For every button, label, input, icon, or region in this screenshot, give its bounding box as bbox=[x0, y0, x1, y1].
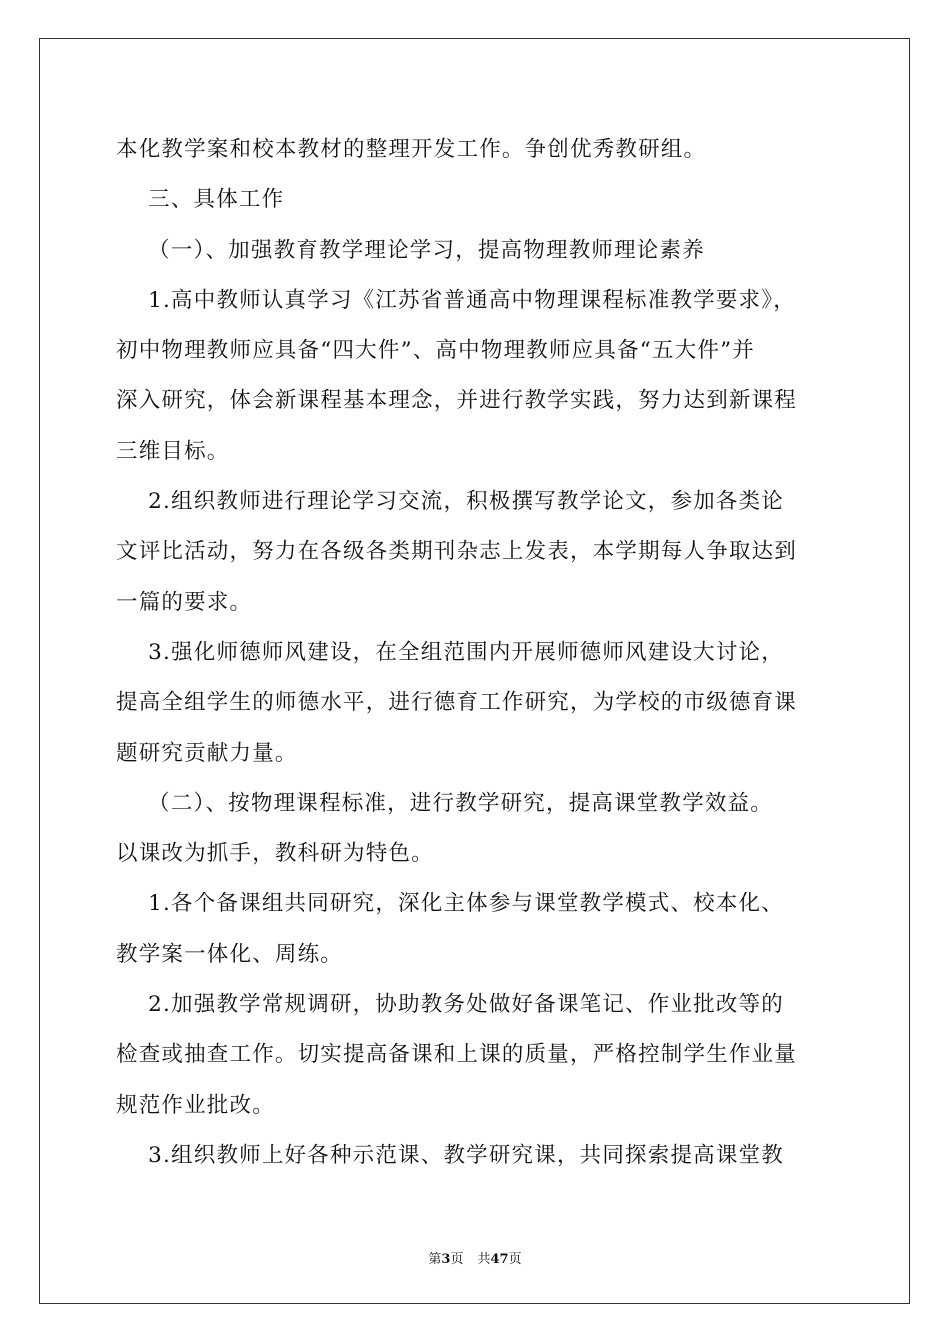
text-line: 深入研究，体会新课程基本理念，并进行教学实践，努力达到新课程 bbox=[116, 388, 798, 414]
document-body bbox=[116, 125, 836, 1181]
text-line: 检查或抽查工作。切实提高备课和上课的质量，严格控制学生作业量 bbox=[116, 1042, 798, 1068]
text-line: 1.各个备课组共同研究，深化主体参与课堂教学模式、校本化、 bbox=[116, 891, 784, 917]
page-prefix: 第 bbox=[428, 1252, 442, 1267]
subsection-heading: （一）、加强教育教学理论学习，提高物理教师理论素养 bbox=[116, 237, 705, 263]
text-line: 1.高中教师认真学习《江苏省普通高中物理课程标准教学要求》， bbox=[116, 287, 796, 313]
text-line: 题研究贡献力量。 bbox=[116, 740, 298, 766]
text-line: 2.加强教学常规调研，协助教务处做好备课笔记、作业批改等的 bbox=[116, 992, 784, 1018]
total-prefix: 共 bbox=[477, 1252, 491, 1267]
total-pages: 47 bbox=[490, 1252, 509, 1267]
page-suffix: 页 bbox=[450, 1252, 464, 1267]
text-line: 以课改为抓手，教科研为特色。 bbox=[116, 841, 434, 867]
text-line: 3.组织教师上好各种示范课、教学研究课，共同探索提高课堂教 bbox=[116, 1142, 784, 1168]
text-line: 提高全组学生的师德水平，进行德育工作研究，为学校的市级德育课 bbox=[116, 690, 798, 716]
text-line: 文评比活动，努力在各级各类期刊杂志上发表，本学期每人争取达到 bbox=[116, 539, 798, 565]
page-footer bbox=[0, 1248, 950, 1267]
page-number: 3 bbox=[441, 1252, 451, 1267]
text-line: 本化教学案和校本教材的整理开发工作。争创优秀教研组。 bbox=[116, 137, 707, 162]
text-line: 3.强化师德师风建设，在全组范围内开展师德师风建设大讨论， bbox=[116, 639, 784, 665]
text-line: 2.组织教师进行理论学习交流，积极撰写教学论文，参加各类论 bbox=[116, 489, 784, 515]
text-line: 三维目标。 bbox=[116, 438, 230, 464]
total-suffix: 页 bbox=[508, 1252, 522, 1267]
text-line: 初中物理教师应具备“四大件”、高中物理教师应具备“五大件”并 bbox=[116, 338, 755, 364]
section-heading: 三、具体工作 bbox=[116, 187, 285, 213]
text-line: 规范作业批改。 bbox=[116, 1092, 275, 1118]
text-line: 一篇的要求。 bbox=[116, 589, 253, 615]
subsection-heading: （二）、按物理课程标准，进行教学研究，提高课堂教学效益。 bbox=[116, 790, 773, 816]
text-line: 教学案一体化、周练。 bbox=[116, 941, 344, 967]
